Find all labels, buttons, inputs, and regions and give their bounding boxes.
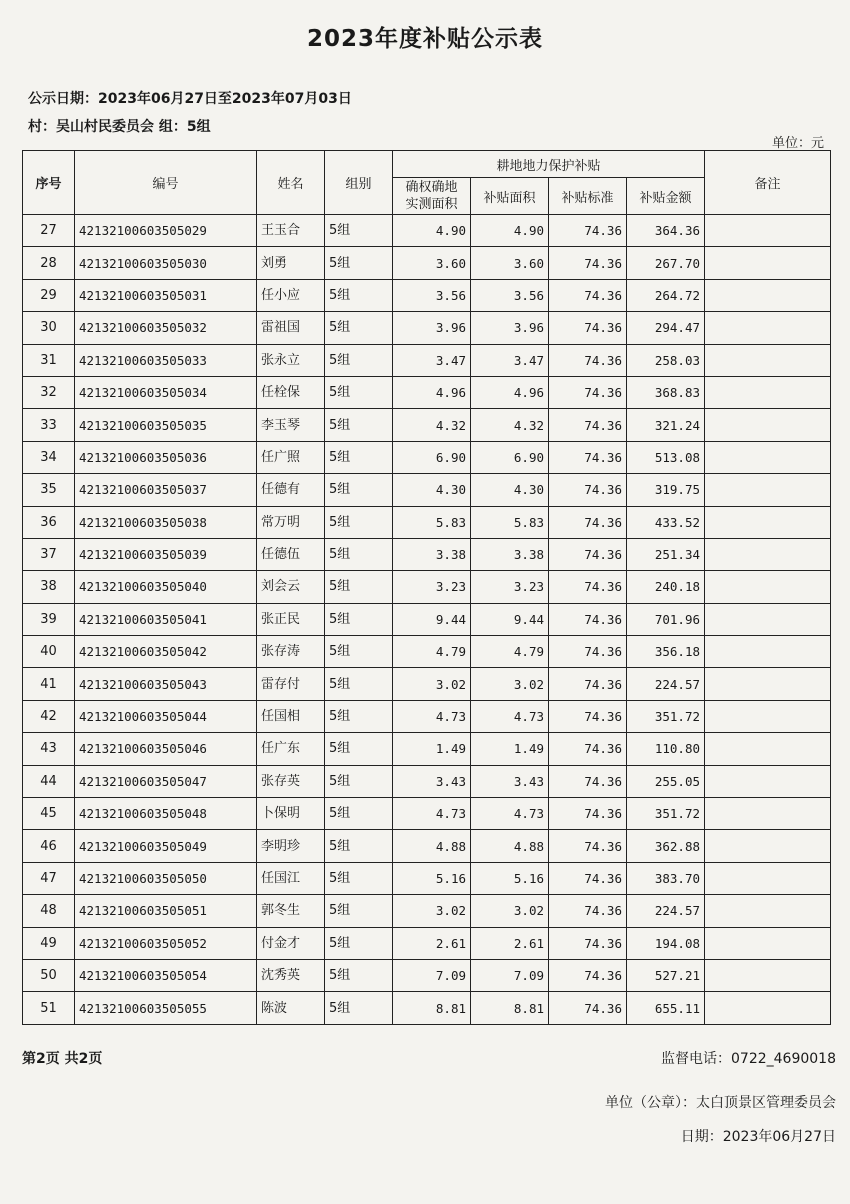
cell-group: 5组 <box>325 765 393 797</box>
cell-subsidy-area: 3.23 <box>471 571 549 603</box>
cell-code: 42132100603505031 <box>75 279 257 311</box>
cell-name: 王玉合 <box>257 215 325 247</box>
cell-name: 刘会云 <box>257 571 325 603</box>
table-row <box>23 895 831 927</box>
village-group-line: 村：吴山村民委员会 组：5组 <box>28 119 211 135</box>
cell-remark <box>705 668 831 700</box>
cell-name: 郭冬生 <box>257 895 325 927</box>
cell-group: 5组 <box>325 733 393 765</box>
cell-remark <box>705 247 831 279</box>
header-subsidy-area: 补贴面积 <box>471 178 549 215</box>
cell-code: 42132100603505038 <box>75 506 257 538</box>
cell-seq: 38 <box>23 571 75 603</box>
cell-remark <box>705 474 831 506</box>
cell-subsidy-area: 3.47 <box>471 344 549 376</box>
subsidy-table <box>22 150 831 1025</box>
cell-measured-area: 2.61 <box>393 927 471 959</box>
table-row <box>23 247 831 279</box>
table-row <box>23 312 831 344</box>
cell-remark <box>705 830 831 862</box>
cell-subsidy-amount: 362.88 <box>627 830 705 862</box>
cell-name: 任德有 <box>257 474 325 506</box>
cell-measured-area: 8.81 <box>393 992 471 1024</box>
cell-subsidy-amount: 356.18 <box>627 636 705 668</box>
table-row <box>23 636 831 668</box>
cell-group: 5组 <box>325 538 393 570</box>
cell-code: 42132100603505035 <box>75 409 257 441</box>
cell-subsidy-area: 4.73 <box>471 798 549 830</box>
cell-name: 雷祖国 <box>257 312 325 344</box>
cell-subsidy-area: 3.56 <box>471 279 549 311</box>
table-row <box>23 603 831 635</box>
cell-measured-area: 4.30 <box>393 474 471 506</box>
cell-code: 42132100603505050 <box>75 862 257 894</box>
cell-remark <box>705 992 831 1024</box>
cell-group: 5组 <box>325 474 393 506</box>
cell-code: 42132100603505040 <box>75 571 257 603</box>
table-row <box>23 992 831 1024</box>
cell-code: 42132100603505048 <box>75 798 257 830</box>
cell-subsidy-amount: 240.18 <box>627 571 705 603</box>
cell-name: 李玉琴 <box>257 409 325 441</box>
cell-measured-area: 4.96 <box>393 376 471 408</box>
cell-subsidy-standard: 74.36 <box>549 895 627 927</box>
cell-name: 沈秀英 <box>257 959 325 991</box>
cell-remark <box>705 798 831 830</box>
cell-name: 任国江 <box>257 862 325 894</box>
cell-remark <box>705 700 831 732</box>
cell-seq: 31 <box>23 344 75 376</box>
cell-group: 5组 <box>325 895 393 927</box>
cell-subsidy-standard: 74.36 <box>549 247 627 279</box>
table-row <box>23 959 831 991</box>
cell-code: 42132100603505052 <box>75 927 257 959</box>
cell-code: 42132100603505037 <box>75 474 257 506</box>
header-measured-area-line2: 实测面积 <box>405 197 458 212</box>
cell-name: 张存英 <box>257 765 325 797</box>
currency-unit: 单位：元 <box>771 136 824 151</box>
cell-name: 张永立 <box>257 344 325 376</box>
cell-group: 5组 <box>325 862 393 894</box>
cell-subsidy-standard: 74.36 <box>549 765 627 797</box>
cell-subsidy-area: 4.79 <box>471 636 549 668</box>
cell-subsidy-amount: 224.57 <box>627 895 705 927</box>
cell-measured-area: 3.43 <box>393 765 471 797</box>
cell-measured-area: 5.83 <box>393 506 471 538</box>
cell-seq: 32 <box>23 376 75 408</box>
cell-subsidy-area: 4.90 <box>471 215 549 247</box>
cell-remark <box>705 603 831 635</box>
header-measured-area <box>393 178 471 215</box>
cell-group: 5组 <box>325 279 393 311</box>
cell-subsidy-amount: 513.08 <box>627 441 705 473</box>
cell-remark <box>705 409 831 441</box>
cell-seq: 35 <box>23 474 75 506</box>
cell-name: 任小应 <box>257 279 325 311</box>
cell-remark <box>705 538 831 570</box>
cell-subsidy-area: 3.60 <box>471 247 549 279</box>
cell-measured-area: 3.47 <box>393 344 471 376</box>
cell-group: 5组 <box>325 700 393 732</box>
supervision-phone: 监督电话：0722_4690018 <box>661 1051 836 1067</box>
cell-subsidy-amount: 251.34 <box>627 538 705 570</box>
cell-group: 5组 <box>325 441 393 473</box>
cell-measured-area: 4.79 <box>393 636 471 668</box>
cell-code: 42132100603505029 <box>75 215 257 247</box>
cell-group: 5组 <box>325 636 393 668</box>
cell-subsidy-standard: 74.36 <box>549 959 627 991</box>
cell-subsidy-standard: 74.36 <box>549 506 627 538</box>
cell-measured-area: 4.73 <box>393 798 471 830</box>
cell-measured-area: 3.96 <box>393 312 471 344</box>
cell-seq: 46 <box>23 830 75 862</box>
cell-measured-area: 9.44 <box>393 603 471 635</box>
cell-remark <box>705 862 831 894</box>
cell-name: 李明珍 <box>257 830 325 862</box>
cell-subsidy-area: 3.38 <box>471 538 549 570</box>
cell-subsidy-area: 3.02 <box>471 668 549 700</box>
cell-code: 42132100603505033 <box>75 344 257 376</box>
cell-code: 42132100603505039 <box>75 538 257 570</box>
cell-name: 任栓保 <box>257 376 325 408</box>
cell-seq: 37 <box>23 538 75 570</box>
cell-measured-area: 3.23 <box>393 571 471 603</box>
table-row <box>23 668 831 700</box>
cell-subsidy-amount: 294.47 <box>627 312 705 344</box>
cell-remark <box>705 441 831 473</box>
issue-date: 日期：2023年06月27日 <box>680 1129 836 1145</box>
cell-seq: 30 <box>23 312 75 344</box>
cell-subsidy-amount: 368.83 <box>627 376 705 408</box>
cell-seq: 48 <box>23 895 75 927</box>
table-row <box>23 733 831 765</box>
cell-group: 5组 <box>325 247 393 279</box>
cell-seq: 41 <box>23 668 75 700</box>
cell-subsidy-amount: 655.11 <box>627 992 705 1024</box>
header-group: 组别 <box>325 151 393 215</box>
cell-measured-area: 1.49 <box>393 733 471 765</box>
cell-seq: 50 <box>23 959 75 991</box>
cell-subsidy-standard: 74.36 <box>549 733 627 765</box>
cell-subsidy-standard: 74.36 <box>549 603 627 635</box>
cell-subsidy-standard: 74.36 <box>549 636 627 668</box>
cell-group: 5组 <box>325 959 393 991</box>
table-row <box>23 798 831 830</box>
cell-remark <box>705 571 831 603</box>
cell-seq: 43 <box>23 733 75 765</box>
cell-seq: 28 <box>23 247 75 279</box>
cell-subsidy-standard: 74.36 <box>549 700 627 732</box>
cell-subsidy-amount: 258.03 <box>627 344 705 376</box>
cell-subsidy-area: 4.88 <box>471 830 549 862</box>
cell-subsidy-standard: 74.36 <box>549 474 627 506</box>
cell-measured-area: 4.73 <box>393 700 471 732</box>
cell-subsidy-standard: 74.36 <box>549 409 627 441</box>
cell-subsidy-standard: 74.36 <box>549 538 627 570</box>
cell-group: 5组 <box>325 409 393 441</box>
cell-name: 任广照 <box>257 441 325 473</box>
cell-code: 42132100603505043 <box>75 668 257 700</box>
cell-seq: 51 <box>23 992 75 1024</box>
cell-subsidy-area: 9.44 <box>471 603 549 635</box>
cell-code: 42132100603505051 <box>75 895 257 927</box>
cell-subsidy-area: 4.30 <box>471 474 549 506</box>
cell-remark <box>705 733 831 765</box>
cell-subsidy-amount: 255.05 <box>627 765 705 797</box>
cell-name: 任广东 <box>257 733 325 765</box>
cell-code: 42132100603505055 <box>75 992 257 1024</box>
cell-subsidy-standard: 74.36 <box>549 798 627 830</box>
cell-seq: 45 <box>23 798 75 830</box>
cell-subsidy-amount: 351.72 <box>627 798 705 830</box>
cell-subsidy-area: 2.61 <box>471 927 549 959</box>
cell-subsidy-amount: 110.80 <box>627 733 705 765</box>
cell-subsidy-amount: 701.96 <box>627 603 705 635</box>
table-row <box>23 215 831 247</box>
table-row <box>23 441 831 473</box>
cell-subsidy-area: 3.43 <box>471 765 549 797</box>
cell-subsidy-standard: 74.36 <box>549 312 627 344</box>
header-code: 编号 <box>75 151 257 215</box>
cell-code: 42132100603505046 <box>75 733 257 765</box>
table-row <box>23 409 831 441</box>
cell-subsidy-amount: 321.24 <box>627 409 705 441</box>
header-seq: 序号 <box>23 151 75 215</box>
cell-subsidy-standard: 74.36 <box>549 215 627 247</box>
table-row <box>23 571 831 603</box>
cell-group: 5组 <box>325 506 393 538</box>
cell-measured-area: 3.60 <box>393 247 471 279</box>
cell-remark <box>705 215 831 247</box>
cell-group: 5组 <box>325 668 393 700</box>
cell-subsidy-area: 3.96 <box>471 312 549 344</box>
cell-remark <box>705 765 831 797</box>
page-indicator: 第2页 共2页 <box>22 1051 103 1067</box>
cell-code: 42132100603505034 <box>75 376 257 408</box>
cell-seq: 36 <box>23 506 75 538</box>
table-row <box>23 474 831 506</box>
cell-measured-area: 4.88 <box>393 830 471 862</box>
cell-subsidy-area: 4.32 <box>471 409 549 441</box>
cell-seq: 27 <box>23 215 75 247</box>
cell-measured-area: 4.32 <box>393 409 471 441</box>
cell-subsidy-area: 5.83 <box>471 506 549 538</box>
cell-measured-area: 3.02 <box>393 668 471 700</box>
table-row <box>23 376 831 408</box>
cell-subsidy-amount: 351.72 <box>627 700 705 732</box>
cell-group: 5组 <box>325 571 393 603</box>
cell-subsidy-area: 8.81 <box>471 992 549 1024</box>
cell-group: 5组 <box>325 798 393 830</box>
cell-group: 5组 <box>325 830 393 862</box>
cell-name: 常万明 <box>257 506 325 538</box>
table-row <box>23 279 831 311</box>
cell-measured-area: 5.16 <box>393 862 471 894</box>
cell-seq: 39 <box>23 603 75 635</box>
cell-subsidy-amount: 433.52 <box>627 506 705 538</box>
table-row <box>23 765 831 797</box>
cell-subsidy-amount: 527.21 <box>627 959 705 991</box>
cell-name: 张存涛 <box>257 636 325 668</box>
cell-code: 42132100603505042 <box>75 636 257 668</box>
cell-name: 陈波 <box>257 992 325 1024</box>
table-row <box>23 506 831 538</box>
header-subsidy-group: 耕地地力保护补贴 <box>393 151 705 178</box>
cell-seq: 44 <box>23 765 75 797</box>
header-subsidy-standard: 补贴标准 <box>549 178 627 215</box>
cell-seq: 34 <box>23 441 75 473</box>
cell-subsidy-amount: 383.70 <box>627 862 705 894</box>
cell-subsidy-standard: 74.36 <box>549 571 627 603</box>
table-row <box>23 862 831 894</box>
cell-seq: 33 <box>23 409 75 441</box>
cell-name: 付金才 <box>257 927 325 959</box>
cell-subsidy-area: 5.16 <box>471 862 549 894</box>
cell-name: 任国相 <box>257 700 325 732</box>
cell-code: 42132100603505036 <box>75 441 257 473</box>
page-title: 2023年度补贴公示表 <box>306 26 543 52</box>
cell-remark <box>705 927 831 959</box>
cell-code: 42132100603505044 <box>75 700 257 732</box>
header-remark: 备注 <box>705 151 831 215</box>
cell-subsidy-standard: 74.36 <box>549 992 627 1024</box>
table-row <box>23 538 831 570</box>
cell-measured-area: 3.02 <box>393 895 471 927</box>
cell-group: 5组 <box>325 603 393 635</box>
cell-remark <box>705 312 831 344</box>
cell-remark <box>705 376 831 408</box>
table-row <box>23 344 831 376</box>
cell-code: 42132100603505030 <box>75 247 257 279</box>
cell-subsidy-amount: 364.36 <box>627 215 705 247</box>
cell-group: 5组 <box>325 992 393 1024</box>
cell-subsidy-area: 4.96 <box>471 376 549 408</box>
cell-measured-area: 3.38 <box>393 538 471 570</box>
cell-group: 5组 <box>325 927 393 959</box>
cell-remark <box>705 344 831 376</box>
cell-measured-area: 4.90 <box>393 215 471 247</box>
cell-subsidy-standard: 74.36 <box>549 344 627 376</box>
cell-group: 5组 <box>325 312 393 344</box>
cell-seq: 49 <box>23 927 75 959</box>
cell-measured-area: 6.90 <box>393 441 471 473</box>
cell-code: 42132100603505041 <box>75 603 257 635</box>
cell-subsidy-amount: 194.08 <box>627 927 705 959</box>
cell-subsidy-standard: 74.36 <box>549 668 627 700</box>
cell-subsidy-amount: 224.57 <box>627 668 705 700</box>
cell-subsidy-area: 3.02 <box>471 895 549 927</box>
cell-name: 刘勇 <box>257 247 325 279</box>
cell-group: 5组 <box>325 344 393 376</box>
issuing-unit: 单位（公章）：太白顶景区管理委员会 <box>605 1095 836 1111</box>
cell-remark <box>705 636 831 668</box>
cell-subsidy-amount: 319.75 <box>627 474 705 506</box>
cell-name: 任德伍 <box>257 538 325 570</box>
cell-code: 42132100603505032 <box>75 312 257 344</box>
cell-subsidy-standard: 74.36 <box>549 376 627 408</box>
cell-seq: 47 <box>23 862 75 894</box>
cell-name: 卜保明 <box>257 798 325 830</box>
cell-name: 张正民 <box>257 603 325 635</box>
table-row <box>23 927 831 959</box>
cell-subsidy-standard: 74.36 <box>549 862 627 894</box>
cell-seq: 42 <box>23 700 75 732</box>
cell-subsidy-area: 4.73 <box>471 700 549 732</box>
cell-subsidy-standard: 74.36 <box>549 279 627 311</box>
table-row <box>23 830 831 862</box>
cell-code: 42132100603505054 <box>75 959 257 991</box>
cell-subsidy-standard: 74.36 <box>549 830 627 862</box>
cell-remark <box>705 506 831 538</box>
table-row <box>23 700 831 732</box>
cell-subsidy-standard: 74.36 <box>549 441 627 473</box>
cell-seq: 29 <box>23 279 75 311</box>
cell-remark <box>705 279 831 311</box>
cell-remark <box>705 895 831 927</box>
cell-name: 雷存付 <box>257 668 325 700</box>
cell-subsidy-amount: 267.70 <box>627 247 705 279</box>
cell-measured-area: 3.56 <box>393 279 471 311</box>
cell-subsidy-area: 1.49 <box>471 733 549 765</box>
header-measured-area-line1: 确权确地 <box>405 180 458 195</box>
cell-subsidy-standard: 74.36 <box>549 927 627 959</box>
cell-subsidy-amount: 264.72 <box>627 279 705 311</box>
header-subsidy-amount: 补贴金额 <box>627 178 705 215</box>
cell-code: 42132100603505047 <box>75 765 257 797</box>
cell-seq: 40 <box>23 636 75 668</box>
cell-measured-area: 7.09 <box>393 959 471 991</box>
cell-subsidy-area: 7.09 <box>471 959 549 991</box>
cell-remark <box>705 959 831 991</box>
publish-period: 公示日期：2023年06月27日至2023年07月03日 <box>28 91 352 107</box>
cell-group: 5组 <box>325 215 393 247</box>
cell-code: 42132100603505049 <box>75 830 257 862</box>
cell-group: 5组 <box>325 376 393 408</box>
cell-subsidy-area: 6.90 <box>471 441 549 473</box>
header-name: 姓名 <box>257 151 325 215</box>
